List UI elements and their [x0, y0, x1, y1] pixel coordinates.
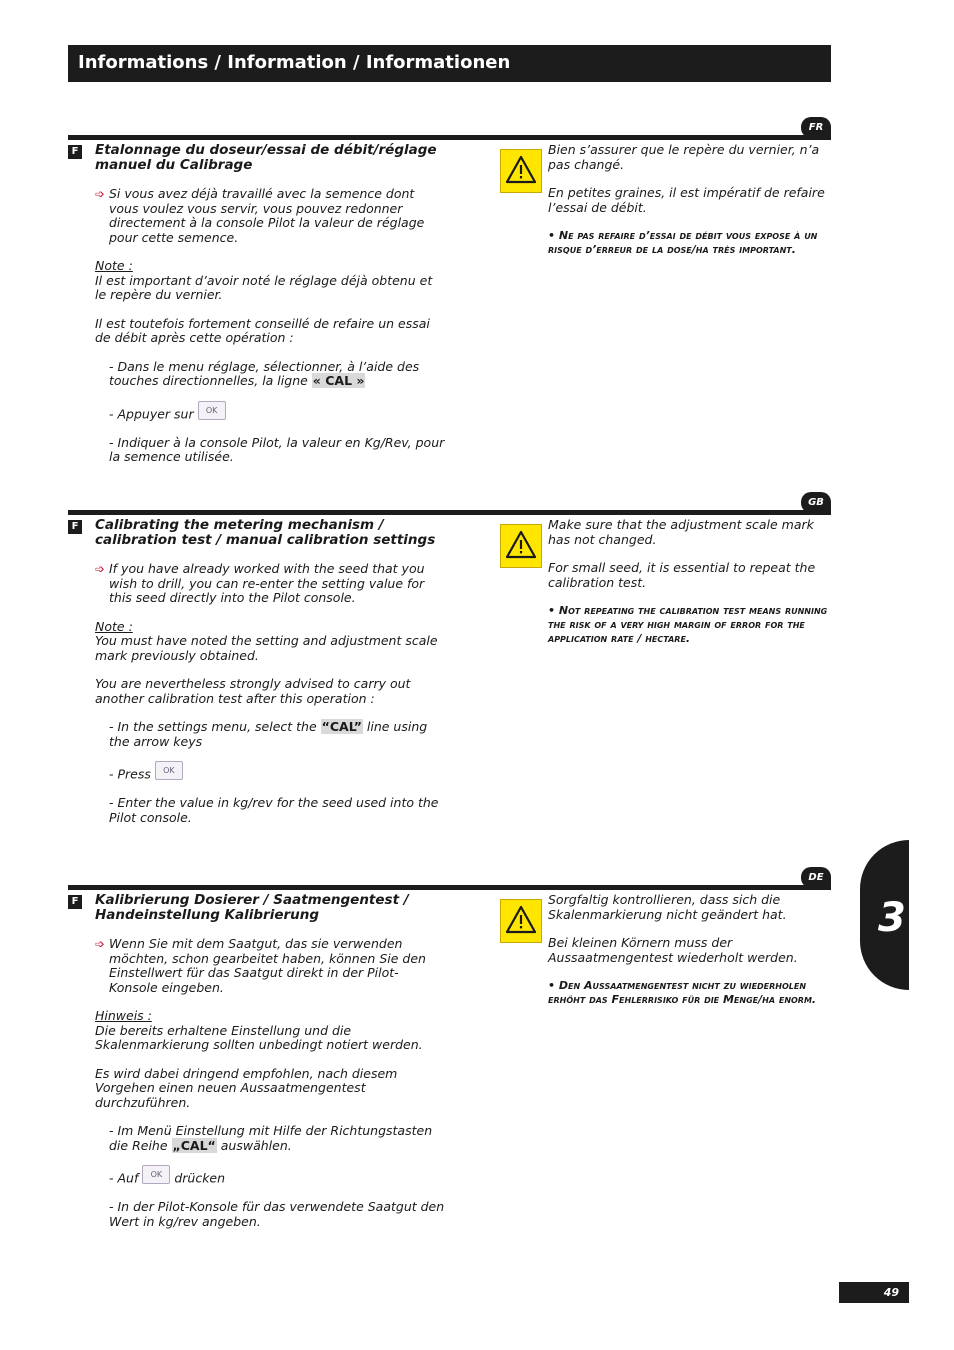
page-number: 49 — [839, 1282, 909, 1303]
ok-button-icon: OK — [155, 761, 183, 780]
warning-icon — [500, 524, 542, 568]
section-title: Calibrating the metering mechanism / calibration test / manual calibration settings — [95, 517, 436, 548]
warning-text-3: • Ne pas refaire d’essai de débit vous expose à un risque d’erreur de la dose/ha très important. — [548, 229, 818, 256]
advice-text: You are nevertheless strongly advised to carry out another calibration test after this operation : — [95, 676, 411, 706]
page-title: Informations / Information / Informationen — [78, 52, 511, 73]
section-marker: F — [68, 895, 82, 909]
warning-text-1: Bien s’assurer que le repère du vernier, n’a pas changé. — [548, 142, 820, 172]
section-gb — [68, 492, 831, 842]
step-1: - Dans le menu réglage, sélectionner, à l’aide des touches directionnelles, la ligne « CAL » — [109, 358, 420, 388]
language-badge: GB — [801, 492, 831, 513]
step-2: - Auf OK drücken — [95, 1167, 445, 1186]
warning-text-2: For small seed, it is essential to repeat the calibration test. — [548, 560, 816, 590]
warning-text-1: Sorgfaltig kontrollieren, dass sich die Skalenmarkierung nicht geändert hat. — [548, 892, 787, 922]
cal-keyword: „CAL“ — [172, 1137, 216, 1153]
instructions-column — [95, 143, 445, 479]
warning-text-2: Bei kleinen Körnern muss der Aussaatmengentest wiederholt werden. — [548, 935, 798, 965]
section-fr — [68, 117, 831, 467]
instructions-column — [95, 893, 445, 1243]
section-title: Kalibrierung Dosierer / Saatmengentest / Handeinstellung Kalibrierung — [95, 892, 409, 923]
section-marker: F — [68, 520, 82, 534]
section-title: Etalonnage du doseur/essai de débit/réglage manuel du Calibrage — [95, 142, 437, 173]
note-text: Die bereits erhaltene Einstellung und die Skalenmarkierung sollten unbedingt notiert werden. — [95, 1022, 423, 1052]
arrow-icon: ➩ — [95, 937, 106, 951]
language-badge: DE — [801, 867, 831, 888]
step-3: - Enter the value in kg/rev for the seed used into the Pilot console. — [109, 795, 439, 825]
step-1: - In the settings menu, select the “CAL” line using the arrow keys — [109, 719, 428, 749]
advice-text: Il est toutefois fortement conseillé de refaire un essai de débit après cette opération : — [95, 315, 430, 345]
note-text: You must have noted the setting and adjustment scale mark previously obtained. — [95, 633, 438, 663]
warning-icon — [500, 149, 542, 193]
step-2: - Press OK — [95, 763, 445, 782]
warning-column — [548, 518, 831, 660]
intro-paragraph: ➩ If you have already worked with the seed that you wish to drill, you can re-enter the setting value for this seed directly into the Pilot console. — [95, 561, 425, 605]
note-label: Note : — [95, 258, 133, 273]
section-divider — [68, 135, 831, 140]
intro-paragraph: ➩ Wenn Sie mit dem Saatgut, das sie verwenden möchten, schon gearbeitet haben, können Sie den Einstellwert für das Saatgut direkt in der Pilot-Konsole eingeben. — [95, 936, 426, 995]
step-3: - In der Pilot-Konsole für das verwendete Saatgut den Wert in kg/rev angeben. — [109, 1199, 445, 1229]
note-label: Hinweis : — [95, 1008, 152, 1023]
arrow-icon: ➩ — [95, 187, 106, 201]
cal-keyword: « CAL » — [312, 373, 365, 388]
section-marker: F — [68, 145, 82, 159]
advice-text: Es wird dabei dringend empfohlen, nach diesem Vorgehen einen neuen Aussaatmengentest durchzuführen. — [95, 1065, 398, 1110]
warning-text-1: Make sure that the adjustment scale mark has not changed. — [548, 517, 814, 547]
ok-button-icon: OK — [142, 1165, 170, 1184]
warning-text-2: En petites graines, il est impératif de refaire l’essai de débit. — [548, 185, 825, 215]
warning-text-3: • Not repeating the calibration test means running the risk of a very high margin of error for the application rate / hectare. — [548, 604, 828, 645]
step-3: - Indiquer à la console Pilot, la valeur en Kg/Rev, pour la semence utilisée. — [109, 434, 445, 464]
note-text: Il est important d’avoir noté le réglage déjà obtenu et le repère du vernier. — [95, 272, 433, 302]
ok-button-icon: OK — [198, 401, 226, 420]
arrow-icon: ➩ — [95, 562, 106, 576]
section-divider — [68, 510, 831, 515]
section-de — [68, 867, 831, 1229]
warning-column — [548, 893, 831, 1021]
instructions-column — [95, 518, 445, 839]
warning-column — [548, 143, 831, 271]
intro-paragraph: ➩ Si vous avez déjà travaillé avec la semence dont vous voulez vous servir, vous pouvez redonner directement à la console Pilot la valeur de réglage pour cette semence. — [95, 186, 425, 245]
cal-keyword: “CAL” — [321, 719, 362, 734]
chapter-number: 3 — [878, 895, 906, 941]
section-divider — [68, 885, 831, 890]
header-bar — [68, 45, 831, 82]
step-1: - Im Menü Einstellung mit Hilfe der Richtungstasten die Reihe „CAL“ auswählen. — [109, 1123, 433, 1153]
warning-text-3: • Den Aussaatmengentest nicht zu wiederholen erhöht das Fehlerrisiko für die Menge/ha enorm. — [548, 979, 817, 1006]
language-badge: FR — [801, 117, 831, 138]
step-2: - Appuyer sur OK — [95, 403, 445, 422]
warning-icon — [500, 899, 542, 943]
note-label: Note : — [95, 618, 133, 634]
